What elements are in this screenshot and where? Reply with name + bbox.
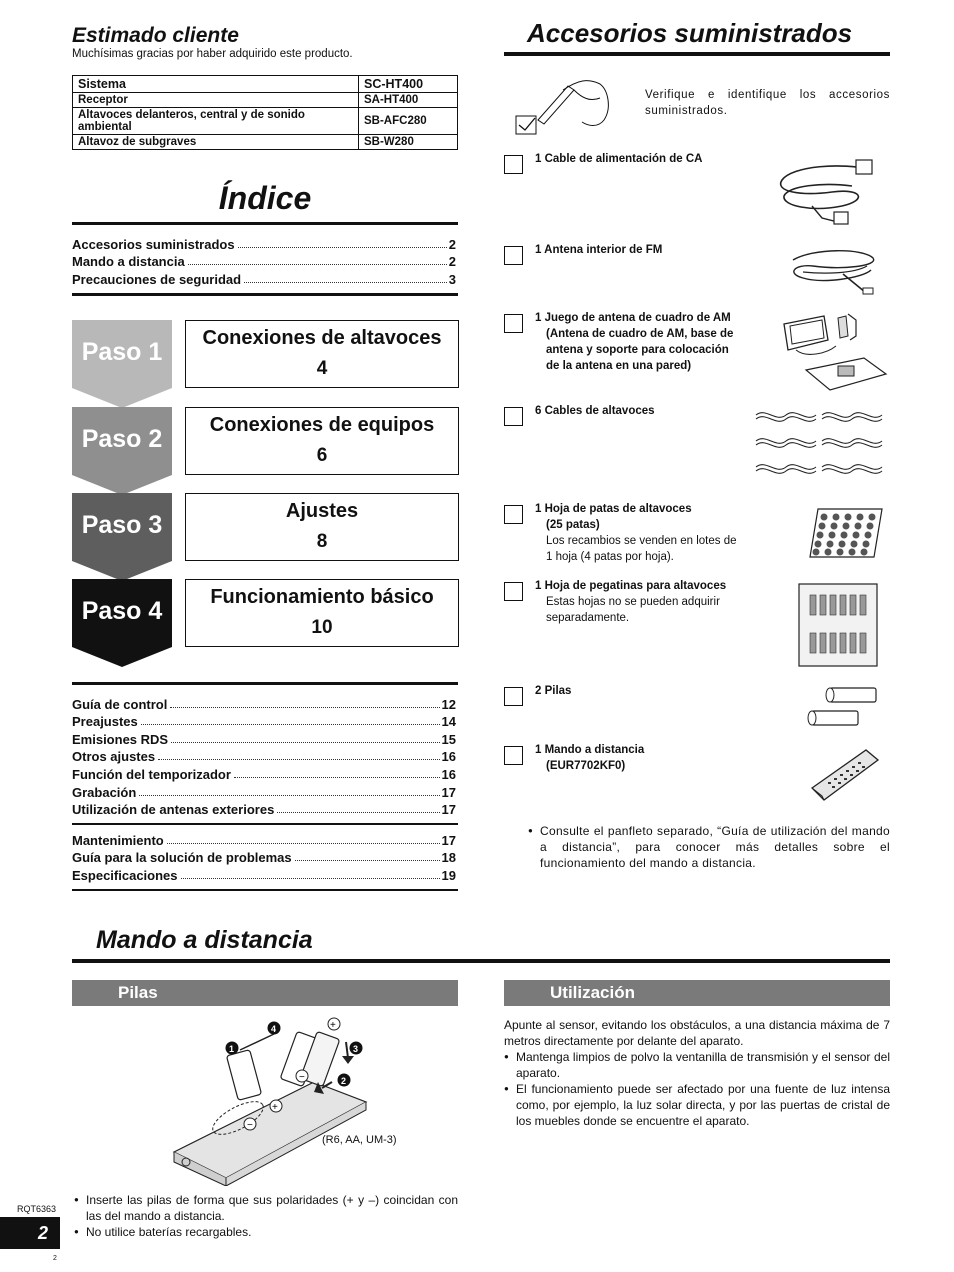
svg-text:3: 3 [353,1044,359,1054]
divider [72,823,458,825]
power-cord-icon [772,156,882,226]
fm-antenna-icon [783,244,883,300]
accessory-item: 1 Hoja de patas de altavoces (25 patas) Los recambios se venden en lotes de 1 hoja (4 patas por hoja). [535,503,737,563]
table-row [73,108,458,135]
list-item: ● El funcionamiento puede ser afectado por una fuente de luz intensa como, por ejemplo, la luz solar directa, y por las puertas de cristal de los muebles donde se encuentre el aparato. [504,1081,890,1129]
list-item: ● Mantenga limpios de polvo la ventanilla de transmisión y el sensor del aparato. [504,1049,890,1081]
accessory-item: 1 Antena interior de FM [535,244,663,256]
utilizacion-header: Utilización [504,980,890,1006]
table-cell: SC-HT400 [359,76,458,93]
speaker-stickers-sheet-icon [798,583,878,667]
svg-text:−: − [247,1120,253,1131]
svg-text:2: 2 [341,1076,347,1086]
checkbox[interactable] [504,582,523,601]
table-cell: Altavoces delanteros, central y de sonido ambiental [73,108,359,135]
document-code: RQT6363 [17,1204,57,1214]
tiny-page-mark: 2 [53,1255,57,1262]
remote-note: ● Consulte el panfleto separado, “Guía de utilización del mando a distancia”, para conocer más detalles sobre el funcionamiento del mando a distancia. [528,823,890,871]
toc-entry[interactable]: Accesorios suministrados 2 [72,236,456,252]
system-table [72,75,458,150]
svg-text:4: 4 [271,1024,277,1034]
pilas-bullets [74,1192,458,1240]
divider [504,52,890,56]
table-cell: Receptor [73,93,359,108]
table-row [73,93,458,108]
checkbox[interactable] [504,505,523,524]
page-number: 2 [0,1217,60,1249]
toc-entry[interactable]: Preajustes 14 [72,714,456,730]
section-title-estimado: Estimado cliente [72,24,239,47]
checkbox[interactable] [504,407,523,426]
step-arrow-4: Paso 4 [72,579,172,667]
toc-entry[interactable]: Precauciones de seguridad 3 [72,271,456,287]
toc-entry[interactable]: Guía de control 12 [72,696,456,712]
step-arrow-2: Paso 2 [72,407,172,495]
toc-mid [72,694,456,817]
step-box-3[interactable]: Ajustes 8 [185,493,459,561]
toc-entry[interactable]: Grabación 17 [72,784,456,800]
accessory-item: 6 Cables de altavoces [535,405,655,417]
accessory-item: 1 Mando a distancia (EUR7702KF0) [535,744,645,772]
step-arrow-3: Paso 3 [72,493,172,581]
divider [72,959,890,963]
battery-insertion-diagram [168,1012,368,1186]
table-cell: Sistema [73,76,359,93]
toc-entry[interactable]: Utilización de antenas exteriores 17 [72,802,456,818]
divider [72,889,458,891]
checkbox[interactable] [504,246,523,265]
accessory-item: 2 Pilas [535,685,572,697]
table-cell: Altavoz de subgraves [73,135,359,150]
accessory-item: 1 Cable de alimentación de CA [535,153,703,165]
table-row [73,135,458,150]
checkbox[interactable] [504,687,523,706]
index-title: Índice [218,180,312,216]
step-box-1[interactable]: Conexiones de altavoces 4 [185,320,459,388]
battery-type-label: (R6, AA, UM-3) [322,1134,397,1146]
divider [72,682,458,685]
list-item: ● No utilice baterías recargables. [74,1224,458,1240]
toc-entry[interactable]: Especificaciones 19 [72,867,456,883]
svg-text:1: 1 [229,1044,235,1054]
pilas-header: Pilas [72,980,458,1006]
toc-top [72,234,456,287]
table-row [73,76,458,93]
utilizacion-intro: Apunte al sensor, evitando los obstáculos, a una distancia máxima de 7 metros directamente por delante del aparato. [504,1018,890,1048]
step-arrow-1: Paso 1 [72,320,172,408]
checkbox[interactable] [504,746,523,765]
toc-entry[interactable]: Función del temporizador 16 [72,766,456,782]
toc-entry[interactable]: Otros ajustes 16 [72,749,456,765]
step-box-2[interactable]: Conexiones de equipos 6 [185,407,459,475]
batteries-icon [806,685,880,729]
accessory-item: 1 Hoja de pegatinas para altavoces Estas hojas no se pueden adquirir separadamente. [535,580,727,624]
checkbox[interactable] [504,314,523,333]
step-box-4[interactable]: Funcionamiento básico 10 [185,579,459,647]
remote-title: Mando a distancia [96,926,313,954]
svg-text:−: − [299,1072,305,1083]
divider [72,293,458,296]
pen-check-icon [508,68,618,138]
table-cell: SA-HT400 [359,93,458,108]
speaker-cables-icon [752,405,888,485]
thanks-text: Muchísimas gracias por haber adquirido este producto. [72,48,353,60]
toc-entry[interactable]: Guía para la solución de problemas 18 [72,850,456,866]
table-cell: SB-W280 [359,135,458,150]
svg-text:+: + [330,1020,336,1031]
utilizacion-text [504,1017,890,1129]
svg-text:+: + [272,1102,278,1113]
accessories-title: Accesorios suministrados [527,18,853,48]
remote-control-icon [808,746,880,804]
am-loop-antenna-icon [776,310,891,394]
checkbox[interactable] [504,155,523,174]
table-cell: SB-AFC280 [359,108,458,135]
toc-bottom [72,830,456,883]
list-item: ● Inserte las pilas de forma que sus polaridades (+ y –) coincidan con las del mando a distancia. [74,1192,458,1224]
divider [72,222,458,225]
speaker-feet-sheet-icon [808,507,884,559]
toc-entry[interactable]: Mando a distancia 2 [72,254,456,270]
verify-text: Verifique e identifique los accesorios suministrados. [645,89,890,117]
toc-entry[interactable]: Mantenimiento 17 [72,832,456,848]
accessory-item: 1 Juego de antena de cuadro de AM (Antena de cuadro de AM, base de antena y soporte para colocación de la antena en una pared) [535,312,734,372]
toc-entry[interactable]: Emisiones RDS 15 [72,731,456,747]
